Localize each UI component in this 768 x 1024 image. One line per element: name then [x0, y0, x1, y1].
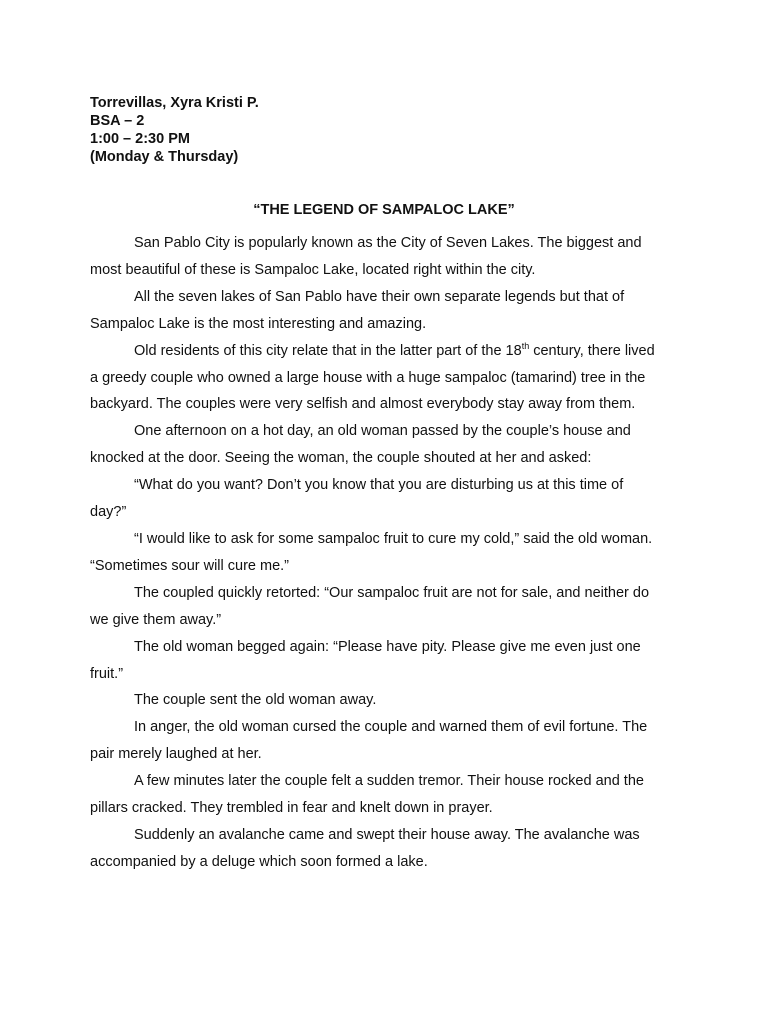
text-line: One afternoon on a hot day, an old woman passed by the couple’s house and [134, 423, 631, 440]
text-line: In anger, the old woman cursed the couple and warned them of evil fortune. The [134, 719, 648, 736]
class-time: 1:00 – 2:30 PM [90, 131, 190, 147]
text-line: most beautiful of these is Sampaloc Lake, located right within the city. [90, 261, 536, 278]
text-line: “I would like to ask for some sampaloc fruit to cure my cold,” said the old woman. [134, 530, 653, 547]
text-line: we give them away.” [90, 611, 222, 628]
text-line: “Sometimes sour will cure me.” [90, 557, 290, 574]
class-days: (Monday & Thursday) [90, 149, 239, 165]
text-line: a greedy couple who owned a large house with a huge sampaloc (tamarind) tree in the [90, 369, 646, 386]
text-line: accompanied by a deluge which soon formed a lake. [90, 853, 428, 870]
course-section: BSA – 2 [90, 113, 145, 129]
text-line: Suddenly an avalanche came and swept their house away. The avalanche was [134, 826, 640, 843]
text-segment: Old residents of this city relate that in the latter part of the 18 [134, 342, 522, 359]
text-line: The couple sent the old woman away. [134, 692, 377, 709]
text-line: All the seven lakes of San Pablo have their own separate legends but that of [134, 288, 625, 305]
text-line: pillars cracked. They trembled in fear and knelt down in prayer. [90, 800, 493, 817]
text-line: fruit.” [90, 665, 124, 682]
story-title: “THE LEGEND OF SAMPALOC LAKE” [253, 202, 515, 218]
text-line [90, 338, 690, 365]
text-line: A few minutes later the couple felt a sudden tremor. Their house rocked and the [134, 773, 644, 790]
text-segment: century, there lived [529, 342, 655, 359]
text-line: knocked at the door. Seeing the woman, the couple shouted at her and asked: [90, 450, 592, 467]
text-line: “What do you want? Don’t you know that you are disturbing us at this time of [134, 477, 624, 494]
text-line: backyard. The couples were very selfish and almost everybody stay away from them. [90, 396, 636, 413]
text-line: Sampaloc Lake is the most interesting and amazing. [90, 315, 427, 332]
text-line: pair merely laughed at her. [90, 746, 262, 763]
ordinal-superscript: th [521, 340, 530, 351]
student-name: Torrevillas, Xyra Kristi P. [90, 95, 259, 111]
story-body [90, 230, 690, 876]
text-line: The old woman begged again: “Please have pity. Please give me even just one [134, 638, 641, 655]
text-line: San Pablo City is popularly known as the City of Seven Lakes. The biggest and [134, 235, 642, 251]
text-line: day?” [90, 504, 127, 521]
text-line: The coupled quickly retorted: “Our sampaloc fruit are not for sale, and neither do [134, 584, 650, 601]
student-info-block [90, 94, 259, 166]
